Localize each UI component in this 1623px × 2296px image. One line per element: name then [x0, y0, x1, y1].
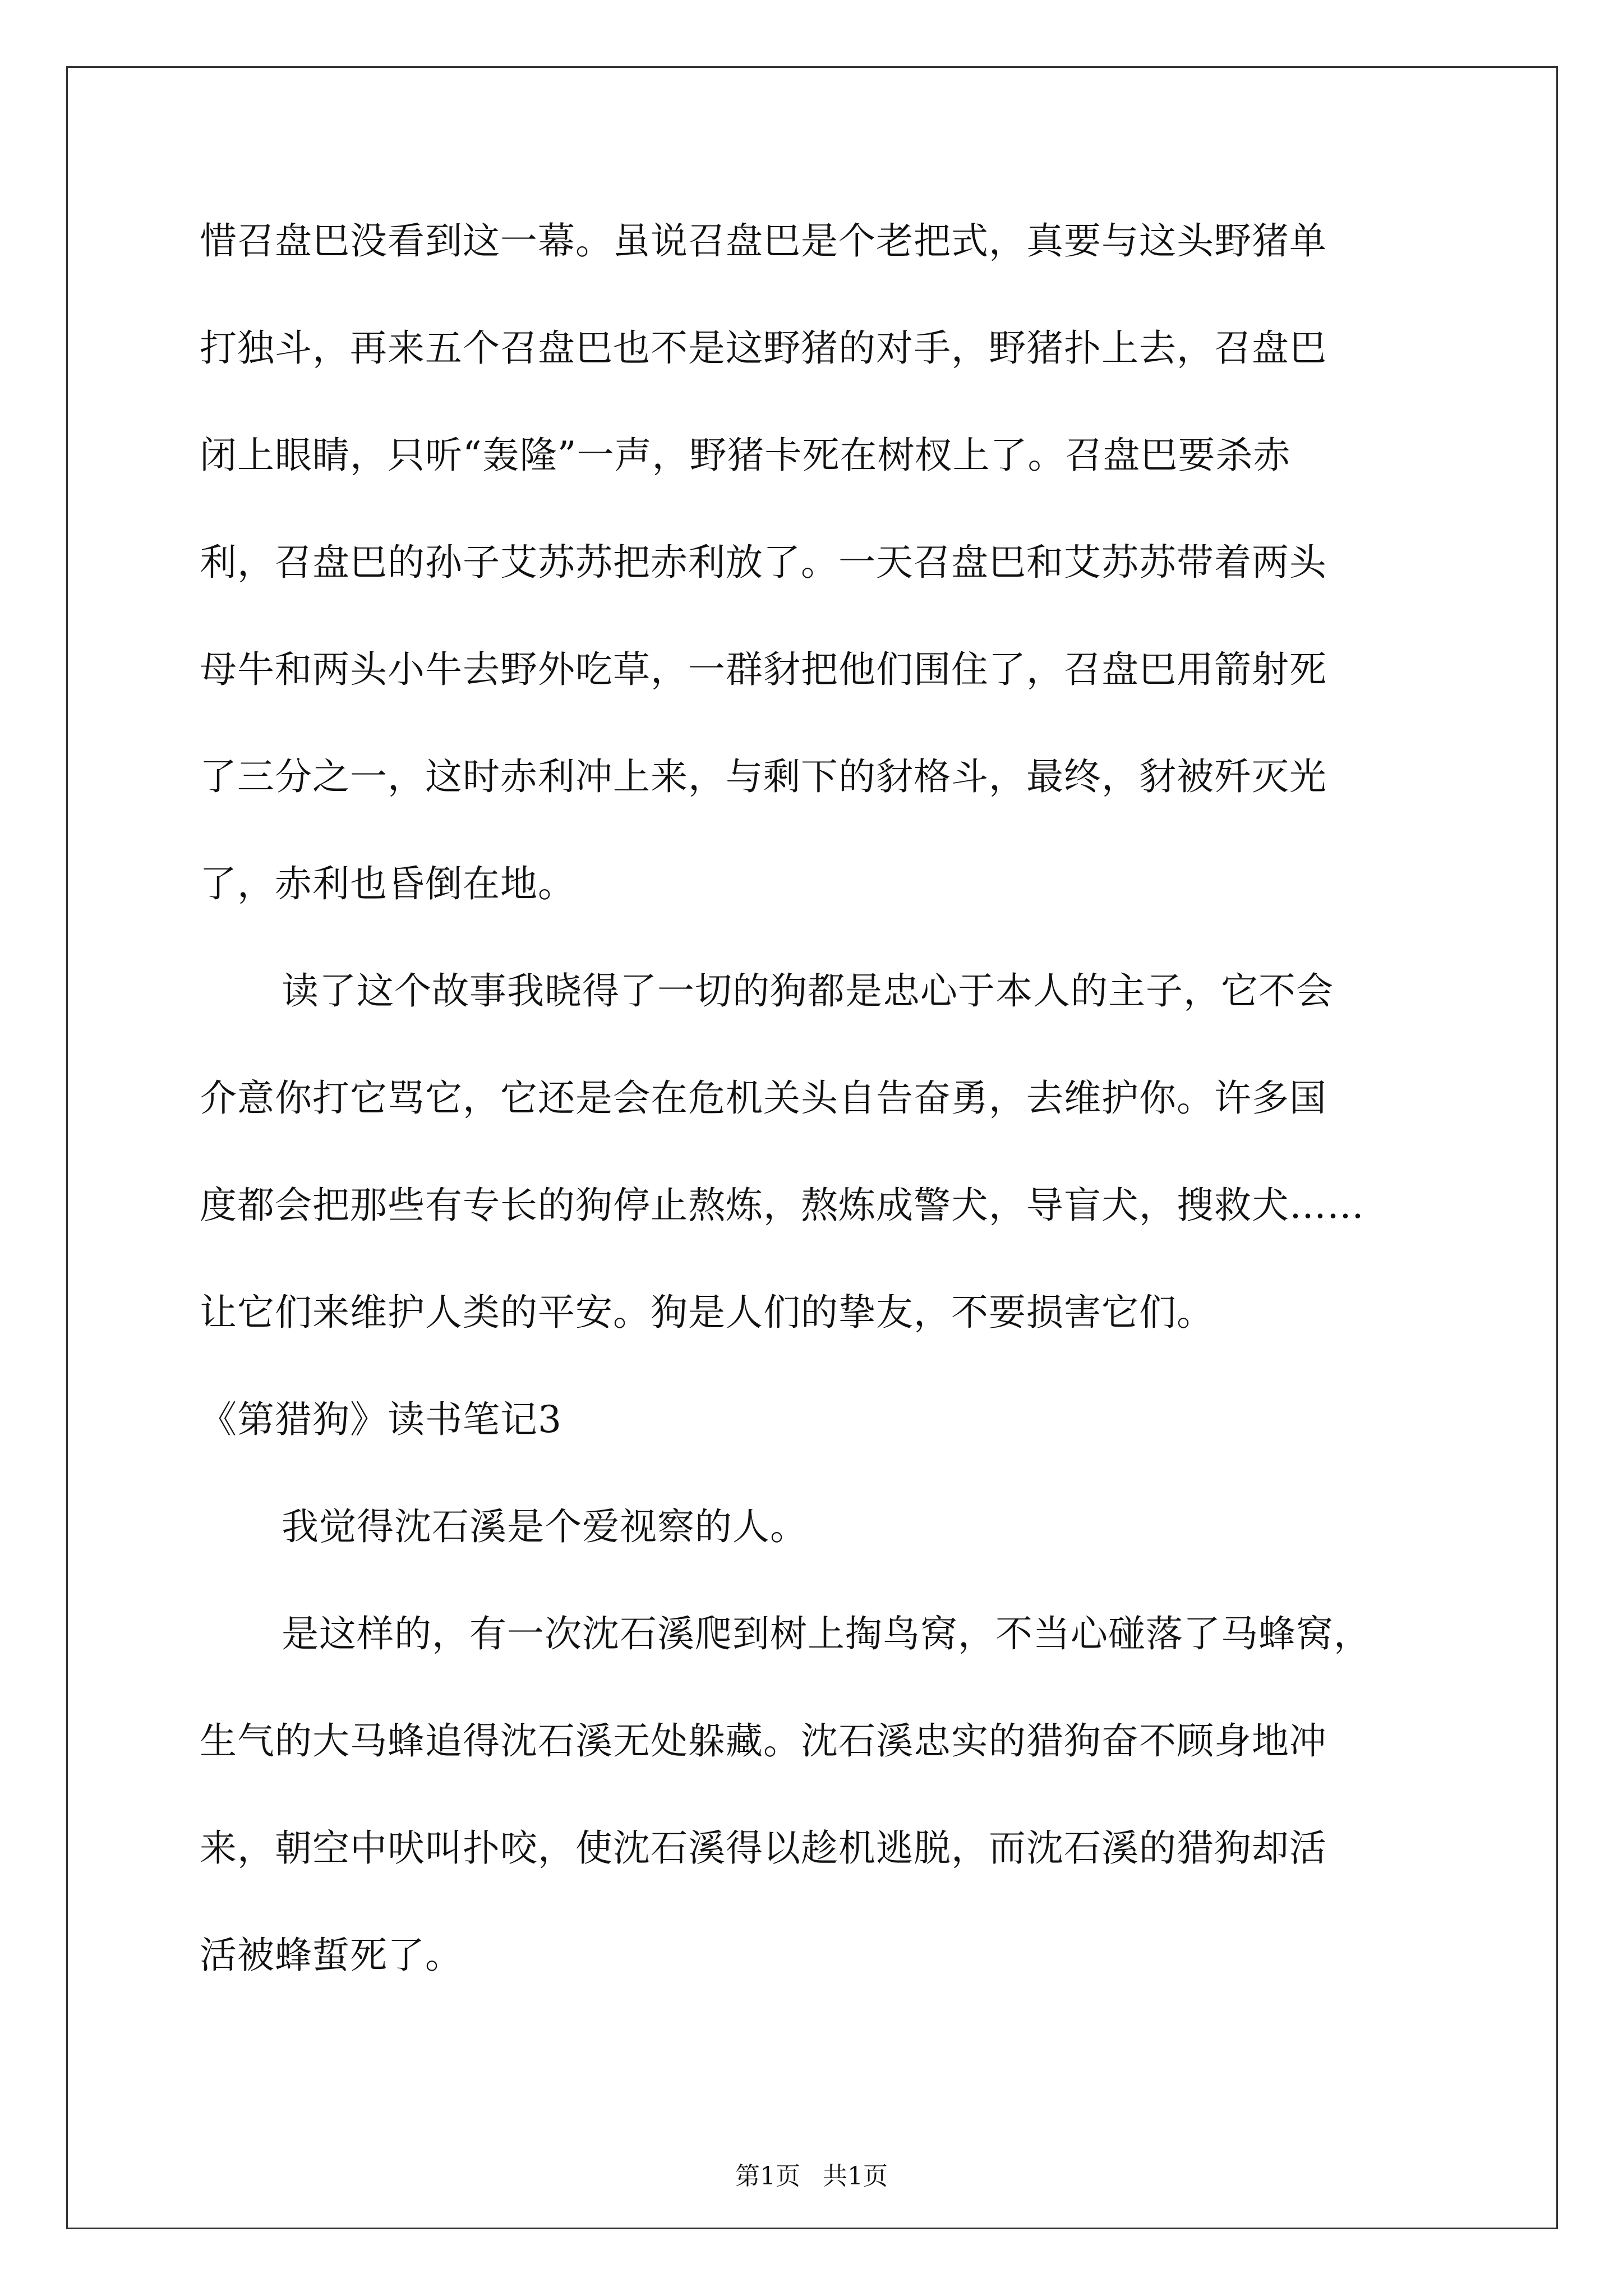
text-line: 闭上眼睛，只听“轰隆”一声，野猪卡死在树杈上了。召盘巴要杀赤	[200, 434, 1291, 477]
text-line: 度都会把那些有专长的狗停止熬炼，熬炼成警犬，导盲犬，搜救犬……	[200, 1184, 1364, 1227]
text-line: 生气的大马蜂追得沈石溪无处躲藏。沈石溪忠实的猎狗奋不顾身地冲	[200, 1719, 1327, 1763]
text-line: 活被蜂蜇死了。	[200, 1934, 463, 1977]
document-body	[200, 209, 1433, 2030]
text-line: 了，赤利也昏倒在地。	[200, 862, 575, 905]
text-line: 母牛和两头小牛去野外吃草，一群豺把他们围住了，召盘巴用箭射死	[200, 648, 1327, 691]
paragraph-start-line: 我觉得沈石溪是个爱视察的人。	[282, 1505, 808, 1548]
text-line: 利，召盘巴的孙子艾苏苏把赤利放了。一天召盘巴和艾苏苏带着两头	[200, 541, 1327, 584]
paragraph-start-line: 读了这个故事我晓得了一切的狗都是忠心于本人的主子，它不会	[282, 969, 1334, 1013]
page-total: 共1页	[823, 2162, 888, 2191]
section-heading: 《第猎狗》读书笔记3	[200, 1398, 562, 1441]
text-line: 惜召盘巴没看到这一幕。虽说召盘巴是个老把式，真要与这头野猪单	[200, 219, 1327, 263]
page-footer	[0, 2160, 1623, 2193]
text-line: 介意你打它骂它，它还是会在危机关头自告奋勇，去维护你。许多国	[200, 1076, 1327, 1120]
paragraph-start-line: 是这样的，有一次沈石溪爬到树上掏鸟窝，不当心碰落了马蜂窝，	[282, 1612, 1371, 1655]
text-line: 来，朝空中吠叫扑咬，使沈石溪得以趁机逃脱，而沈石溪的猎狗却活	[200, 1826, 1327, 1870]
text-line: 让它们来维护人类的平安。狗是人们的挚友，不要损害它们。	[200, 1291, 1214, 1334]
page-number: 第1页	[735, 2162, 800, 2191]
text-line: 打独斗，再来五个召盘巴也不是这野猪的对手，野猪扑上去，召盘巴	[200, 326, 1327, 370]
text-line: 了三分之一，这时赤利冲上来，与剩下的豺格斗，最终，豺被歼灭光	[200, 755, 1327, 798]
